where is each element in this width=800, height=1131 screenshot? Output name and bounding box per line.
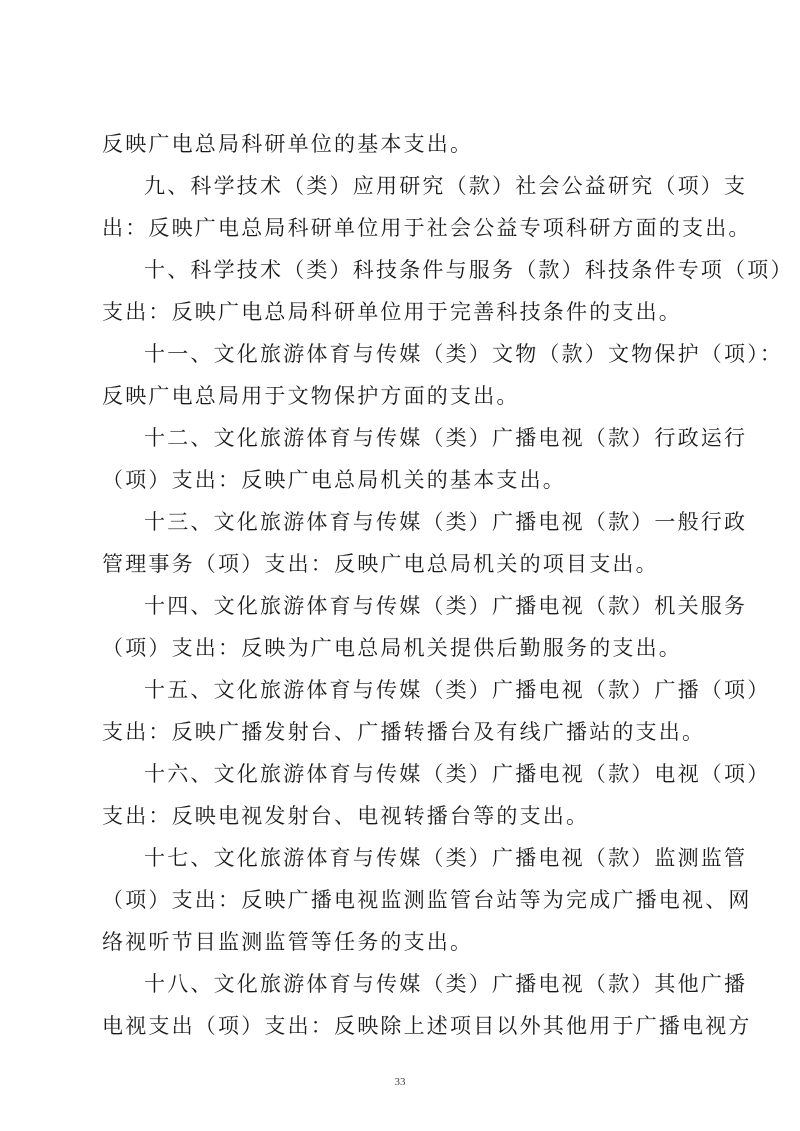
- text-line: 络视听节目监测监管等任务的支出。: [102, 930, 474, 954]
- text-line: 十八、文化旅游体育与传媒（类）广播电视（款）其他广播: [144, 972, 748, 996]
- text-line: （项）支出：反映广播电视监测监管台站等为完成广播电视、网: [102, 888, 752, 912]
- text-line: 十六、文化旅游体育与传媒（类）广播电视（款）电视（项）: [144, 762, 771, 786]
- text-line: 支出：反映电视发射台、电视转播台等的支出。: [102, 804, 590, 828]
- text-line: 十三、文化旅游体育与传媒（类）广播电视（款）一般行政: [144, 510, 748, 534]
- text-line: 十二、文化旅游体育与传媒（类）广播电视（款）行政运行: [144, 426, 748, 450]
- text-line: 十七、文化旅游体育与传媒（类）广播电视（款）监测监管: [144, 846, 748, 870]
- text-line: 出：反映广电总局科研单位用于社会公益专项科研方面的支出。: [102, 216, 752, 240]
- text-line: 支出：反映广电总局科研单位用于完善科技条件的支出。: [102, 300, 682, 324]
- text-line: 九、科学技术（类）应用研究（款）社会公益研究（项）支: [144, 174, 748, 198]
- text-line: 十五、文化旅游体育与传媒（类）广播电视（款）广播（项）: [144, 678, 771, 702]
- page-number: 33: [394, 1076, 406, 1088]
- text-line: （项）支出：反映为广电总局机关提供后勤服务的支出。: [102, 636, 682, 660]
- text-line: 十一、文化旅游体育与传媒（类）文物（款）文物保护（项）：: [144, 342, 784, 366]
- text-line: 十、科学技术（类）科技条件与服务（款）科技条件专项（项）: [144, 258, 794, 282]
- text-line: 电视支出（项）支出：反映除上述项目以外其他用于广播电视方: [102, 1014, 752, 1038]
- text-line: 支出：反映广播发射台、广播转播台及有线广播站的支出。: [102, 720, 706, 744]
- text-line: （项）支出：反映广电总局机关的基本支出。: [102, 468, 566, 492]
- text-line: 管理事务（项）支出：反映广电总局机关的项目支出。: [102, 552, 659, 576]
- text-line: 十四、文化旅游体育与传媒（类）广播电视（款）机关服务: [144, 594, 748, 618]
- text-line: 反映广电总局用于文物保护方面的支出。: [102, 384, 520, 408]
- text-line: 反映广电总局科研单位的基本支出。: [102, 132, 474, 156]
